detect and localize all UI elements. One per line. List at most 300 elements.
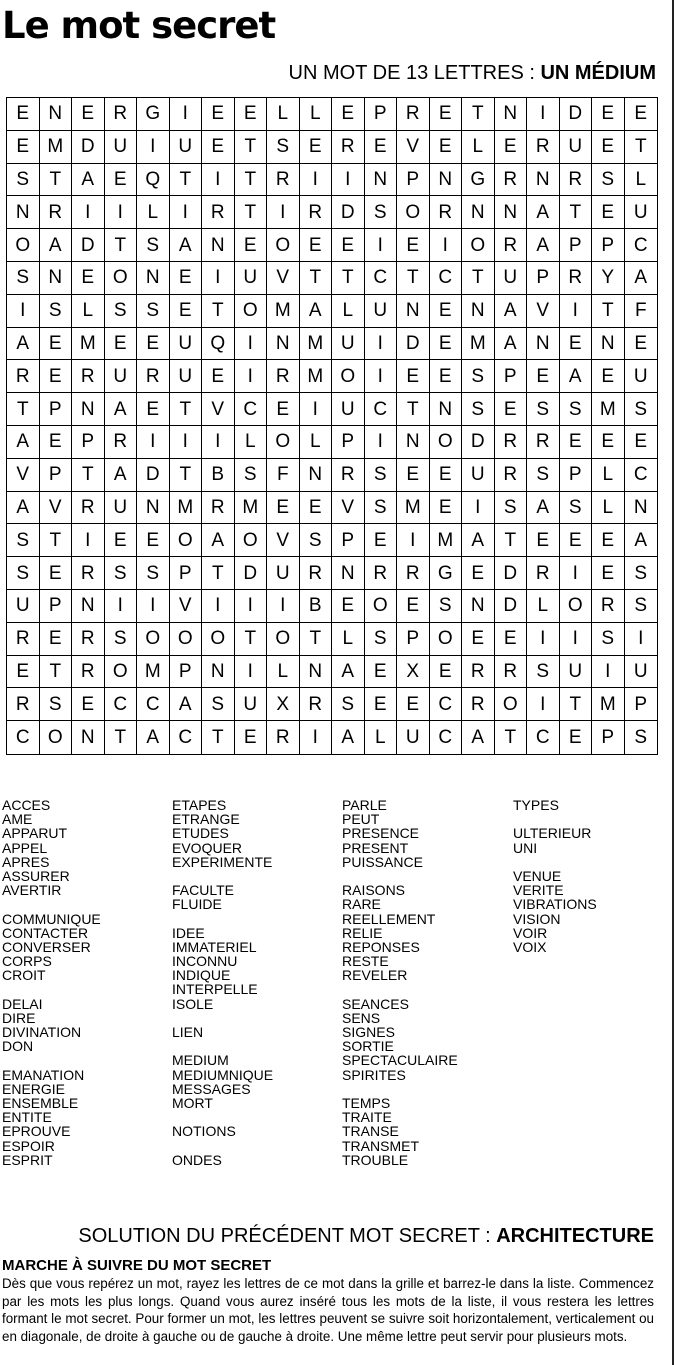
grid-cell[interactable]: N	[397, 295, 430, 328]
grid-cell[interactable]: S	[137, 229, 170, 262]
grid-cell[interactable]: F	[267, 459, 300, 492]
grid-cell[interactable]: L	[592, 492, 625, 525]
grid-cell[interactable]: L	[625, 164, 658, 197]
grid-cell[interactable]: E	[430, 295, 463, 328]
grid-cell[interactable]: E	[365, 656, 398, 689]
grid-cell[interactable]: C	[365, 262, 398, 295]
word-list-item[interactable]: PRESENCE	[342, 825, 420, 842]
word-list-item[interactable]: DIVINATION	[2, 1024, 82, 1040]
grid-cell[interactable]: S	[625, 557, 658, 590]
grid-cell[interactable]: P	[592, 721, 625, 754]
grid-cell[interactable]: P	[397, 623, 430, 656]
grid-cell[interactable]: A	[7, 328, 40, 361]
grid-cell[interactable]: O	[40, 721, 73, 754]
grid-cell[interactable]: R	[72, 360, 105, 393]
grid-cell[interactable]: I	[430, 229, 463, 262]
grid-cell[interactable]: T	[202, 295, 235, 328]
grid-cell[interactable]: R	[105, 98, 138, 131]
grid-cell[interactable]: U	[170, 328, 203, 361]
grid-cell[interactable]: O	[267, 229, 300, 262]
grid-cell[interactable]: A	[170, 688, 203, 721]
grid-cell[interactable]: R	[7, 688, 40, 721]
grid-cell[interactable]: I	[365, 229, 398, 262]
grid-cell[interactable]: A	[300, 295, 333, 328]
word-list-item[interactable]: CORPS	[2, 953, 52, 970]
grid-cell[interactable]: E	[300, 229, 333, 262]
grid-cell[interactable]: M	[592, 688, 625, 721]
grid-cell[interactable]: E	[430, 328, 463, 361]
grid-cell[interactable]: E	[527, 360, 560, 393]
grid-cell[interactable]: A	[332, 656, 365, 689]
grid-cell[interactable]: N	[527, 328, 560, 361]
grid-cell[interactable]: R	[300, 688, 333, 721]
word-list-item[interactable]: ASSURER	[2, 867, 70, 884]
grid-cell[interactable]: O	[267, 623, 300, 656]
grid-cell[interactable]: U	[105, 131, 138, 164]
grid-cell[interactable]: E	[40, 426, 73, 459]
word-list-item[interactable]: MESSAGES	[172, 1080, 251, 1097]
grid-cell[interactable]: A	[202, 524, 235, 557]
word-list-item[interactable]: DELAI	[2, 995, 43, 1012]
grid-cell[interactable]: E	[105, 524, 138, 557]
grid-cell[interactable]: E	[592, 524, 625, 557]
grid-cell[interactable]: E	[267, 492, 300, 525]
word-list-item[interactable]: APPARUT	[2, 825, 68, 842]
grid-cell[interactable]: I	[560, 295, 593, 328]
grid-cell[interactable]: N	[462, 196, 495, 229]
grid-cell[interactable]: E	[137, 524, 170, 557]
grid-cell[interactable]: E	[430, 360, 463, 393]
grid-cell[interactable]: R	[72, 557, 105, 590]
grid-cell[interactable]: T	[202, 721, 235, 754]
grid-cell[interactable]: E	[430, 492, 463, 525]
grid-cell[interactable]: E	[202, 131, 235, 164]
grid-cell[interactable]: L	[365, 721, 398, 754]
grid-cell[interactable]: R	[527, 557, 560, 590]
grid-cell[interactable]: E	[365, 688, 398, 721]
grid-cell[interactable]: E	[560, 328, 593, 361]
word-list-item[interactable]: ENSEMBLE	[2, 1094, 79, 1111]
grid-cell[interactable]: A	[625, 262, 658, 295]
grid-cell[interactable]: T	[495, 524, 528, 557]
grid-cell[interactable]: C	[235, 393, 268, 426]
grid-cell[interactable]: A	[105, 459, 138, 492]
word-list-item[interactable]: SPECTACULAIRE	[342, 1052, 458, 1069]
grid-cell[interactable]: U	[7, 590, 40, 623]
grid-cell[interactable]: T	[300, 623, 333, 656]
grid-cell[interactable]: E	[40, 623, 73, 656]
grid-cell[interactable]: S	[462, 360, 495, 393]
word-list-item[interactable]: RAISONS	[342, 882, 406, 899]
grid-cell[interactable]: E	[7, 656, 40, 689]
grid-cell[interactable]: R	[267, 164, 300, 197]
grid-cell[interactable]: E	[72, 98, 105, 131]
grid-cell[interactable]: G	[137, 98, 170, 131]
word-list-item[interactable]: APRES	[2, 853, 50, 870]
word-list-item[interactable]: SORTIE	[342, 1038, 394, 1055]
grid-cell[interactable]: N	[40, 98, 73, 131]
grid-cell[interactable]: L	[527, 590, 560, 623]
grid-cell[interactable]: E	[267, 393, 300, 426]
word-list-item[interactable]: VENUE	[513, 867, 562, 884]
grid-cell[interactable]: E	[430, 656, 463, 689]
word-list-item[interactable]: INTERPELLE	[172, 981, 258, 998]
word-list-item[interactable]: ULTERIEUR	[513, 825, 592, 842]
grid-cell[interactable]: P	[40, 459, 73, 492]
word-list-item[interactable]: REPONSES	[342, 938, 420, 955]
word-list-item[interactable]: ACCES	[2, 797, 51, 813]
grid-cell[interactable]: U	[625, 656, 658, 689]
grid-cell[interactable]: I	[72, 196, 105, 229]
grid-cell[interactable]: I	[170, 98, 203, 131]
grid-cell[interactable]: M	[40, 131, 73, 164]
grid-cell[interactable]: R	[527, 131, 560, 164]
grid-cell[interactable]: C	[527, 721, 560, 754]
grid-cell[interactable]: A	[137, 721, 170, 754]
word-list-item[interactable]: VERITE	[513, 882, 564, 899]
grid-cell[interactable]: S	[7, 557, 40, 590]
grid-cell[interactable]: A	[462, 524, 495, 557]
grid-cell[interactable]: S	[634, 727, 648, 749]
grid-cell[interactable]: N	[495, 98, 528, 131]
grid-cell[interactable]: D	[495, 557, 528, 590]
grid-cell[interactable]: R	[137, 360, 170, 393]
grid-cell[interactable]: I	[462, 492, 495, 525]
grid-cell[interactable]: C	[105, 688, 138, 721]
grid-cell[interactable]: N	[365, 164, 398, 197]
grid-cell[interactable]: Y	[592, 262, 625, 295]
word-list-item[interactable]: ENERGIE	[2, 1080, 66, 1097]
grid-cell[interactable]: M	[267, 295, 300, 328]
grid-cell[interactable]: R	[495, 459, 528, 492]
grid-cell[interactable]: S	[365, 459, 398, 492]
grid-cell[interactable]: U	[462, 459, 495, 492]
grid-cell[interactable]: P	[625, 688, 658, 721]
grid-cell[interactable]: U	[560, 656, 593, 689]
grid-cell[interactable]: T	[40, 164, 73, 197]
grid-cell[interactable]: D	[72, 131, 105, 164]
grid-cell[interactable]: E	[625, 98, 658, 131]
grid-cell[interactable]: S	[625, 393, 658, 426]
grid-cell[interactable]: T	[495, 721, 528, 754]
grid-cell[interactable]: V	[7, 459, 40, 492]
grid-cell[interactable]: E	[560, 524, 593, 557]
grid-cell[interactable]: S	[137, 557, 170, 590]
word-list-item[interactable]: EXPERIMENTE	[172, 853, 273, 870]
grid-cell[interactable]: T	[40, 656, 73, 689]
grid-cell[interactable]: S	[365, 196, 398, 229]
grid-cell[interactable]: I	[527, 98, 560, 131]
grid-cell[interactable]: L	[235, 426, 268, 459]
grid-cell[interactable]: U	[625, 196, 658, 229]
word-list-item[interactable]: ISOLE	[172, 995, 214, 1012]
grid-cell[interactable]: T	[462, 98, 495, 131]
word-list-item[interactable]: SEANCES	[342, 995, 409, 1012]
word-list-item[interactable]: AME	[2, 811, 33, 828]
grid-cell[interactable]: E	[495, 623, 528, 656]
grid-cell[interactable]: V	[202, 393, 235, 426]
grid-cell[interactable]: X	[267, 688, 300, 721]
grid-cell[interactable]: R	[300, 196, 333, 229]
grid-cell[interactable]: I	[7, 295, 40, 328]
grid-cell[interactable]: P	[40, 590, 73, 623]
grid-cell[interactable]: I	[592, 656, 625, 689]
grid-cell[interactable]: U	[235, 688, 268, 721]
grid-cell[interactable]: S	[7, 164, 40, 197]
grid-cell[interactable]: O	[397, 196, 430, 229]
grid-cell[interactable]: M	[235, 492, 268, 525]
grid-cell[interactable]: O	[170, 524, 203, 557]
grid-cell[interactable]: E	[397, 459, 430, 492]
grid-cell[interactable]: S	[462, 393, 495, 426]
grid-cell[interactable]: L	[267, 656, 300, 689]
grid-cell[interactable]: V	[267, 524, 300, 557]
word-list-item[interactable]: TEMPS	[342, 1094, 391, 1111]
word-list-item[interactable]: VOIR	[513, 924, 548, 941]
grid-cell[interactable]: S	[137, 295, 170, 328]
grid-cell[interactable]: A	[7, 426, 40, 459]
grid-cell[interactable]: R	[72, 492, 105, 525]
grid-cell[interactable]: U	[625, 360, 658, 393]
grid-cell[interactable]: E	[430, 131, 463, 164]
grid-cell[interactable]: N	[462, 295, 495, 328]
grid-cell[interactable]: C	[625, 459, 658, 492]
grid-cell[interactable]: E	[365, 524, 398, 557]
grid-cell[interactable]: S	[267, 131, 300, 164]
grid-cell[interactable]: C	[137, 688, 170, 721]
grid-cell[interactable]: O	[105, 262, 138, 295]
grid-cell[interactable]: A	[625, 524, 658, 557]
grid-cell[interactable]: E	[40, 328, 73, 361]
grid-cell[interactable]: E	[625, 426, 658, 459]
grid-cell[interactable]: I	[300, 164, 333, 197]
grid-cell[interactable]: P	[170, 656, 203, 689]
grid-cell[interactable]: I	[235, 360, 268, 393]
grid-cell[interactable]: O	[137, 623, 170, 656]
grid-cell[interactable]: I	[365, 426, 398, 459]
grid-cell[interactable]: U	[105, 492, 138, 525]
grid-cell[interactable]: T	[397, 262, 430, 295]
grid-cell[interactable]: T	[105, 721, 138, 754]
grid-cell[interactable]: E	[170, 295, 203, 328]
grid-cell[interactable]: D	[560, 98, 593, 131]
word-list-item[interactable]: TRAITE	[342, 1109, 392, 1126]
word-list-item[interactable]: MORT	[172, 1094, 213, 1111]
grid-cell[interactable]: E	[397, 688, 430, 721]
word-list-item[interactable]: VIBRATIONS	[513, 896, 597, 913]
word-list-item[interactable]: MEDIUMNIQUE	[172, 1066, 274, 1083]
grid-cell[interactable]: N	[625, 492, 658, 525]
grid-cell[interactable]: I	[560, 623, 593, 656]
grid-cell[interactable]: Q	[137, 164, 170, 197]
grid-cell[interactable]: I	[235, 656, 268, 689]
grid-cell[interactable]: I	[202, 164, 235, 197]
word-list-item[interactable]: ONDES	[172, 1151, 222, 1168]
grid-cell[interactable]: V	[40, 492, 73, 525]
grid-cell[interactable]: N	[495, 196, 528, 229]
grid-cell[interactable]: O	[430, 623, 463, 656]
grid-cell[interactable]: R	[592, 590, 625, 623]
grid-cell[interactable]: R	[267, 721, 300, 754]
grid-cell[interactable]: S	[592, 623, 625, 656]
grid-cell[interactable]: N	[137, 492, 170, 525]
grid-cell[interactable]: T	[7, 393, 40, 426]
grid-cell[interactable]: U	[235, 262, 268, 295]
grid-cell[interactable]: L	[300, 426, 333, 459]
grid-cell[interactable]: T	[560, 196, 593, 229]
word-list-item[interactable]: TYPES	[513, 797, 559, 813]
grid-cell[interactable]: R	[267, 360, 300, 393]
grid-cell[interactable]: O	[7, 229, 40, 262]
grid-cell[interactable]: S	[625, 590, 658, 623]
word-list-item[interactable]: PEUT	[342, 811, 380, 828]
grid-cell[interactable]: S	[365, 623, 398, 656]
grid-cell[interactable]: E	[202, 360, 235, 393]
grid-cell[interactable]: T	[397, 393, 430, 426]
grid-cell[interactable]: S	[365, 492, 398, 525]
grid-cell[interactable]: O	[170, 623, 203, 656]
grid-cell[interactable]: T	[235, 164, 268, 197]
grid-cell[interactable]: I	[267, 590, 300, 623]
grid-cell[interactable]: E	[7, 131, 40, 164]
grid-cell[interactable]: E	[137, 328, 170, 361]
grid-cell[interactable]: R	[495, 229, 528, 262]
grid-cell[interactable]: D	[495, 590, 528, 623]
grid-cell[interactable]: I	[235, 328, 268, 361]
word-list-item[interactable]: PUISSANCE	[342, 853, 423, 870]
grid-cell[interactable]: V	[170, 590, 203, 623]
grid-cell[interactable]: A	[462, 721, 495, 754]
word-list-item[interactable]: VOIX	[513, 938, 547, 955]
grid-cell[interactable]: N	[300, 656, 333, 689]
grid-cell[interactable]: E	[592, 131, 625, 164]
word-list-item[interactable]: INDIQUE	[172, 967, 231, 984]
word-list-item[interactable]: INCONNU	[172, 953, 238, 970]
grid-cell[interactable]: M	[462, 328, 495, 361]
grid-cell[interactable]: M	[300, 328, 333, 361]
grid-cell[interactable]: N	[527, 164, 560, 197]
grid-cell[interactable]: E	[170, 262, 203, 295]
grid-cell[interactable]: I	[300, 721, 333, 754]
grid-cell[interactable]: L	[332, 295, 365, 328]
grid-cell[interactable]: T	[235, 196, 268, 229]
word-list-item[interactable]: TROUBLE	[342, 1151, 409, 1168]
grid-cell[interactable]: D	[397, 328, 430, 361]
grid-cell[interactable]: I	[137, 131, 170, 164]
grid-cell[interactable]: U	[332, 393, 365, 426]
grid-cell[interactable]: R	[7, 360, 40, 393]
grid-cell[interactable]: N	[267, 328, 300, 361]
grid-cell[interactable]: N	[462, 590, 495, 623]
word-list-item[interactable]: IDEE	[172, 924, 205, 941]
grid-cell[interactable]: E	[72, 262, 105, 295]
grid-cell[interactable]: U	[170, 360, 203, 393]
grid-cell[interactable]: P	[332, 426, 365, 459]
grid-cell[interactable]: T	[170, 459, 203, 492]
grid-cell[interactable]: T	[72, 459, 105, 492]
grid-cell[interactable]: E	[560, 426, 593, 459]
grid-cell[interactable]: P	[527, 262, 560, 295]
grid-cell[interactable]: T	[462, 262, 495, 295]
grid-cell[interactable]: E	[332, 229, 365, 262]
grid-cell[interactable]: O	[202, 623, 235, 656]
grid-cell[interactable]: A	[72, 164, 105, 197]
grid-cell[interactable]: R	[202, 492, 235, 525]
grid-cell[interactable]: N	[40, 262, 73, 295]
grid-cell[interactable]: R	[495, 164, 528, 197]
grid-cell[interactable]: A	[7, 492, 40, 525]
word-list-item[interactable]: DON	[2, 1038, 34, 1055]
grid-cell[interactable]: R	[560, 262, 593, 295]
word-list-item[interactable]: EMANATION	[2, 1066, 85, 1083]
grid-cell[interactable]: U	[105, 360, 138, 393]
grid-cell[interactable]: F	[625, 295, 658, 328]
grid-cell[interactable]: V	[527, 295, 560, 328]
grid-cell[interactable]: R	[365, 557, 398, 590]
grid-cell[interactable]: V	[332, 492, 365, 525]
grid-cell[interactable]: D	[137, 459, 170, 492]
grid-cell[interactable]: S	[105, 557, 138, 590]
grid-cell[interactable]: R	[7, 623, 40, 656]
grid-cell[interactable]: E	[332, 98, 365, 131]
grid-cell[interactable]: S	[7, 524, 40, 557]
grid-cell[interactable]: L	[137, 196, 170, 229]
grid-cell[interactable]: G	[462, 164, 495, 197]
grid-cell[interactable]: T	[202, 557, 235, 590]
grid-cell[interactable]: N	[137, 262, 170, 295]
grid-cell[interactable]: N	[202, 229, 235, 262]
grid-cell[interactable]: O	[462, 229, 495, 262]
grid-cell[interactable]: E	[202, 98, 235, 131]
grid-cell[interactable]: V	[267, 262, 300, 295]
grid-cell[interactable]: O	[560, 590, 593, 623]
grid-cell[interactable]: O	[105, 656, 138, 689]
grid-cell[interactable]: R	[72, 623, 105, 656]
grid-cell[interactable]: I	[105, 196, 138, 229]
grid-cell[interactable]: I	[72, 524, 105, 557]
grid-cell[interactable]: U	[495, 262, 528, 295]
grid-cell[interactable]: I	[105, 590, 138, 623]
grid-cell[interactable]: N	[300, 459, 333, 492]
grid-cell[interactable]: S	[202, 688, 235, 721]
grid-cell[interactable]: E	[397, 229, 430, 262]
grid-cell[interactable]: N	[72, 393, 105, 426]
grid-cell[interactable]: N	[430, 164, 463, 197]
grid-cell[interactable]: C	[430, 262, 463, 295]
grid-cell[interactable]: E	[462, 623, 495, 656]
grid-cell[interactable]: E	[105, 328, 138, 361]
grid-cell[interactable]: S	[7, 262, 40, 295]
grid-cell[interactable]: E	[72, 688, 105, 721]
grid-cell[interactable]: O	[332, 360, 365, 393]
grid-cell[interactable]: E	[430, 459, 463, 492]
grid-cell[interactable]: V	[397, 131, 430, 164]
grid-cell[interactable]: M	[430, 524, 463, 557]
grid-cell[interactable]: E	[527, 524, 560, 557]
grid-cell[interactable]: S	[527, 393, 560, 426]
word-list-item[interactable]: AVERTIR	[2, 882, 62, 899]
grid-cell[interactable]: P	[592, 229, 625, 262]
grid-cell[interactable]: E	[300, 131, 333, 164]
grid-cell[interactable]: E	[365, 131, 398, 164]
grid-cell[interactable]: R	[495, 656, 528, 689]
grid-cell[interactable]: A	[495, 295, 528, 328]
word-list-item[interactable]: EVOQUER	[172, 839, 243, 856]
grid-cell[interactable]: S	[105, 295, 138, 328]
word-list-item[interactable]: FLUIDE	[172, 896, 222, 913]
grid-cell[interactable]: S	[105, 623, 138, 656]
grid-cell[interactable]: A	[332, 721, 365, 754]
